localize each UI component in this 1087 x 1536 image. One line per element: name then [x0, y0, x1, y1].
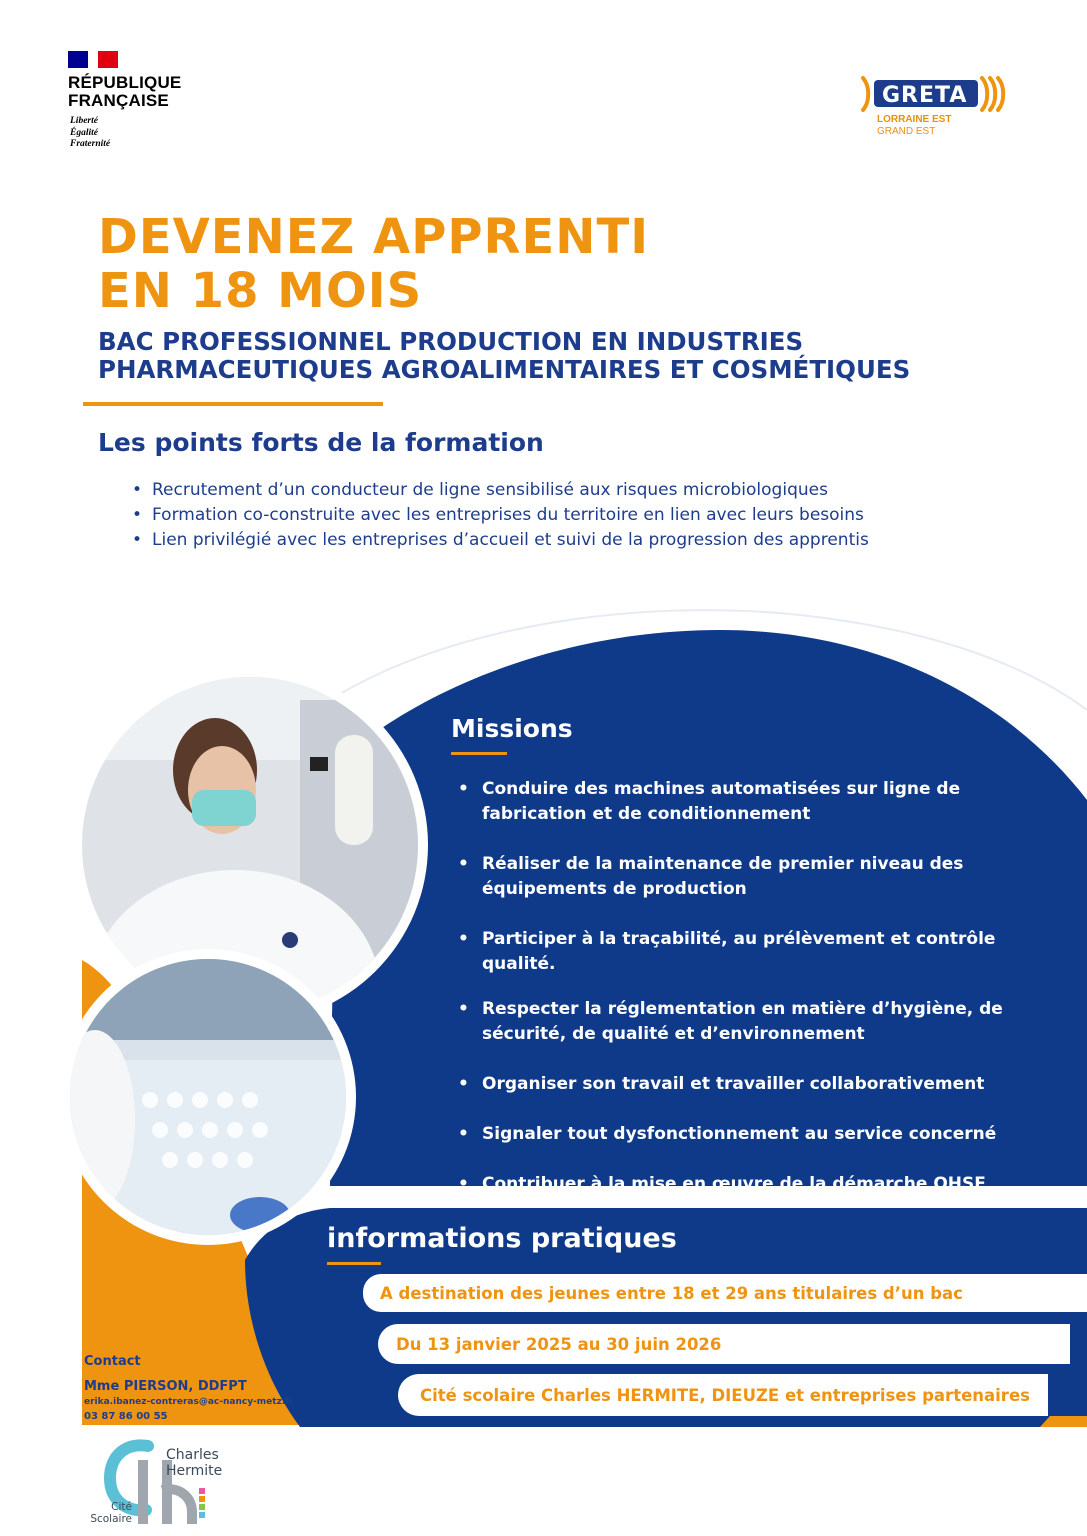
page-title [98, 210, 649, 318]
strengths-list [132, 478, 1032, 553]
mission-text: Réaliser de la maintenance de premier niveau des équipements de production [482, 854, 964, 899]
greta-region [877, 114, 951, 138]
charles-hermite-subtitle [90, 1501, 132, 1525]
mission-text: Signaler tout dysfonctionnement au service concerné [482, 1124, 997, 1144]
contact-label: Contact [84, 1354, 141, 1369]
mission-text: Conduire des machines automatisées sur ligne de fabrication et de conditionnement [482, 779, 961, 824]
greta-region-line-2: GRAND EST [877, 126, 936, 137]
info-pill-dates [378, 1324, 1070, 1364]
contact-email[interactable]: erika.ibanez-contreras@ac-nancy-metz.fr [84, 1397, 294, 1407]
list-item [458, 777, 1058, 827]
info-pill-text: Du 13 janvier 2025 au 30 juin 2026 [396, 1334, 722, 1354]
contact-name: Mme PIERSON, DDFPT [84, 1379, 247, 1394]
greta-region-line-1: LORRAINE EST [877, 114, 952, 125]
mission-text: Contribuer à la mise en œuvre de la démarche QHSE [482, 1174, 986, 1194]
motto-egalite: Égalité [70, 127, 98, 138]
info-pill-text: A destination des jeunes entre 18 et 29 ans titulaires d’un bac [380, 1283, 963, 1303]
missions-list [458, 777, 1058, 1197]
info-underline [327, 1262, 381, 1265]
republique-line-2: FRANÇAISE [68, 91, 169, 110]
motto-liberte: Liberté [70, 116, 98, 126]
list-item: • Lien privilégié avec les entreprises d’accueil et suivi de la progression des apprentis [132, 528, 1032, 553]
info-pill-audience [363, 1274, 1087, 1312]
charles-hermite-name [166, 1447, 222, 1479]
list-item [458, 852, 1058, 902]
subtitle-line-2: PHARMACEUTIQUES AGROALIMENTAIRES ET COSMÉTIQUES [98, 355, 911, 384]
mission-text: Organiser son travail et travailler collaborativement [482, 1074, 985, 1094]
subtitle-line-1: BAC PROFESSIONNEL PRODUCTION EN INDUSTRIES [98, 327, 804, 356]
republique-francaise-wordmark [68, 74, 181, 110]
list-item [458, 1122, 1058, 1147]
info-pill-text: Cité scolaire Charles HERMITE, DIEUZE et entreprises partenaires [420, 1385, 1030, 1405]
strengths-heading: Les points forts de la formation [98, 428, 544, 457]
school-name-line-2: Hermite [166, 1463, 223, 1479]
list-item [458, 927, 1058, 977]
contact-phone[interactable]: 03 87 86 00 55 [84, 1411, 168, 1422]
list-item [458, 1072, 1058, 1097]
info-heading: informations pratiques [327, 1223, 677, 1254]
mission-text: Participer à la traçabilité, au prélèvement et contrôle qualité. [482, 929, 996, 974]
school-sub-line-1: Cité [111, 1501, 132, 1513]
school-sub-line-2: Scolaire [90, 1513, 132, 1525]
school-name-line-1: Charles [166, 1447, 219, 1463]
republique-flag [68, 51, 118, 68]
republique-motto [70, 116, 110, 151]
list-item: • Recrutement d’un conducteur de ligne sensibilisé aux risques microbiologiques [132, 478, 1032, 503]
mission-text: Respecter la réglementation en matière d’hygiène, de sécurité, de qualité et d’environnement [482, 999, 1003, 1044]
motto-fraternite: Fraternité [70, 139, 111, 149]
list-item [458, 1172, 1058, 1197]
svg-text:GRETA: GRETA [882, 83, 968, 108]
list-item [458, 997, 1058, 1047]
page-subtitle [98, 328, 910, 384]
missions-heading: Missions [451, 714, 573, 743]
title-line-2: EN 18 MOIS [98, 263, 423, 319]
republique-line-1: RÉPUBLIQUE [68, 73, 182, 92]
title-line-1: DEVENEZ APPRENTI [98, 209, 650, 265]
info-pill-location [398, 1374, 1048, 1416]
title-divider [83, 402, 383, 406]
list-item: • Formation co-construite avec les entreprises du territoire en lien avec leurs besoins [132, 503, 1032, 528]
missions-underline [451, 752, 507, 755]
